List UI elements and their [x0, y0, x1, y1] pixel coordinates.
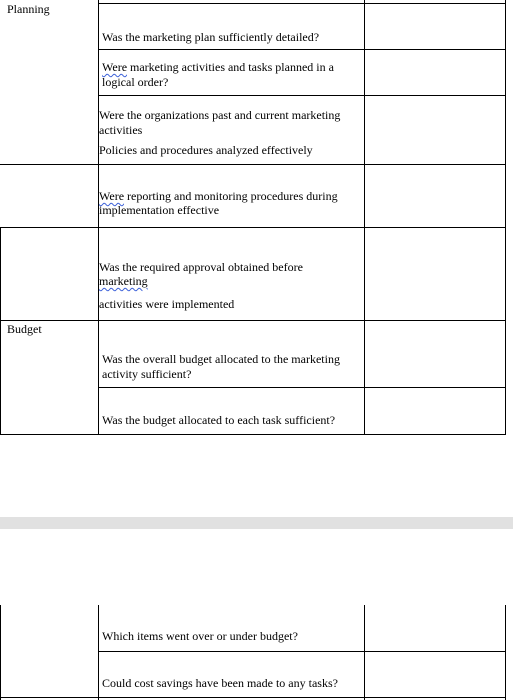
section-label-budget: Budget [7, 322, 42, 336]
question-plan-detailed: Was the marketing plan sufficiently detailed? [102, 30, 320, 44]
column-divider [364, 227, 365, 435]
question-approval-line3: activities were implemented [99, 297, 235, 311]
table-bottom-border [0, 434, 506, 435]
question-cost-savings: Could cost savings have been made to any tasks? [102, 676, 338, 690]
question-overall-budget-line1: Was the overall budget allocated to the marketing [102, 352, 340, 366]
column-divider [98, 605, 99, 700]
table-bottom-border [0, 697, 506, 698]
spellcheck-word: marketing [99, 274, 148, 288]
question-past-activities-line1: Were the organizations past and current marketing [99, 108, 341, 122]
question-past-activities-line2: activities [99, 123, 143, 137]
table-right-border [505, 0, 506, 227]
column-divider [98, 227, 99, 435]
row-divider [0, 227, 506, 228]
question-reporting-line2: implementation effective [99, 203, 220, 217]
row-divider [0, 164, 506, 165]
table-left-border [0, 605, 1, 700]
question-policies-line: Policies and procedures analyzed effectively [99, 143, 313, 157]
question-reporting-line1: Were reporting and monitoring procedures during [99, 189, 338, 203]
table-right-border [505, 227, 506, 435]
question-approval-line2 [99, 274, 148, 288]
row-divider [98, 3, 506, 4]
spellcheck-word: Were [102, 60, 128, 74]
row-divider [98, 651, 506, 652]
column-divider [364, 605, 365, 700]
row-divider [0, 320, 506, 321]
section-label-planning: Planning [7, 2, 50, 16]
question-approval-line1: Was the required approval obtained before [99, 260, 303, 274]
page-break-gap [0, 517, 513, 529]
document-page-2 [0, 529, 513, 700]
table-right-border [505, 605, 506, 700]
column-divider [364, 0, 365, 227]
row-divider [98, 49, 506, 50]
question-over-under-budget: Which items went over or under budget? [102, 629, 298, 643]
spellcheck-word: Were [99, 189, 125, 203]
question-logical-order-line2: logical order? [102, 75, 169, 89]
question-overall-budget-line2: activity sufficient? [102, 367, 192, 381]
row-divider [98, 95, 506, 96]
question-task-budget: Was the budget allocated to each task sufficient? [102, 413, 336, 427]
row-divider [98, 387, 506, 388]
question-logical-order-line1: Were marketing activities and tasks planned in a [102, 60, 334, 74]
table-left-border [0, 227, 1, 435]
